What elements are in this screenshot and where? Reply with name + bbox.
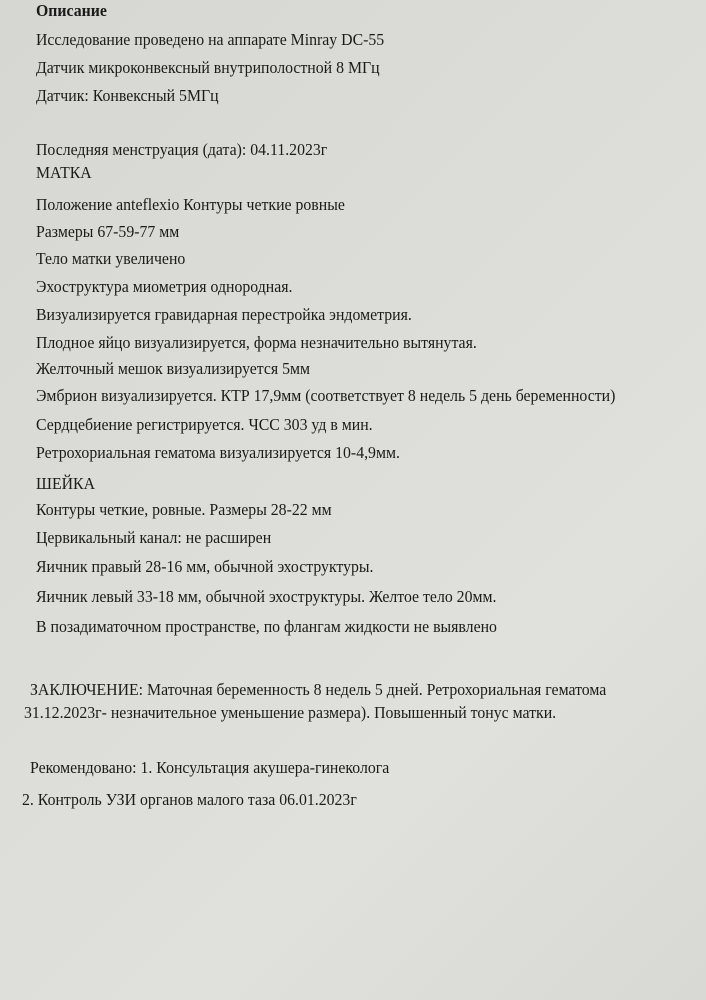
text-line: Тело матки увеличено <box>36 249 186 268</box>
text-line: Последняя менструация (дата): 04.11.2023г <box>36 140 328 159</box>
section-heading: Описание <box>36 1 107 20</box>
text-line: МАТКА <box>36 163 92 182</box>
text-line: Размеры 67-59-77 мм <box>36 222 180 241</box>
recommendation-line: Рекомендовано: 1. Консультация акушера-гинеколога <box>30 758 390 777</box>
text-line: Контуры четкие, ровные. Размеры 28-22 мм <box>36 500 332 519</box>
text-line: Визуализируется гравидарная перестройка эндометрия. <box>36 305 412 324</box>
text-line: Эмбрион визуализируется. КТР 17,9мм (соответствует 8 недель 5 день беременности) <box>36 386 616 405</box>
recommendation-line: 2. Контроль УЗИ органов малого таза 06.01.2023г <box>22 790 357 809</box>
text-line: Датчик: Конвексный 5МГц <box>36 86 219 105</box>
text-line: Ретрохориальная гематома визуализируется 10-4,9мм. <box>36 443 400 462</box>
conclusion-line: 31.12.2023г- незначительное уменьшение размера). Повышенный тонус матки. <box>24 703 557 722</box>
conclusion-line: ЗАКЛЮЧЕНИЕ: Маточная беременность 8 недель 5 дней. Ретрохориальная гематома <box>30 680 607 699</box>
text-line: ШЕЙКА <box>36 474 95 493</box>
text-line: Исследование проведено на аппарате Minray DC-55 <box>36 30 385 49</box>
text-line: Положение anteflexio Контуры четкие ровные <box>36 195 345 214</box>
text-line: Цервикальный канал: не расширен <box>36 528 272 547</box>
text-line: Эхоструктура миометрия однородная. <box>36 277 293 296</box>
text-line: Желточный мешок визуализируется 5мм <box>36 359 311 378</box>
text-line: Яичник правый 28-16 мм, обычной эхоструктуры. <box>36 557 374 576</box>
text-line: В позадиматочном пространстве, по флангам жидкости не выявлено <box>36 617 497 636</box>
text-line: Плодное яйцо визуализируется, форма незначительно вытянутая. <box>36 333 477 352</box>
text-line: Сердцебиение регистрируется. ЧСС 303 уд в мин. <box>36 415 373 434</box>
text-line: Яичник левый 33-18 мм, обычной эхоструктуры. Желтое тело 20мм. <box>36 587 497 606</box>
text-line: Датчик микроконвексный внутриполостной 8 МГц <box>36 58 380 77</box>
